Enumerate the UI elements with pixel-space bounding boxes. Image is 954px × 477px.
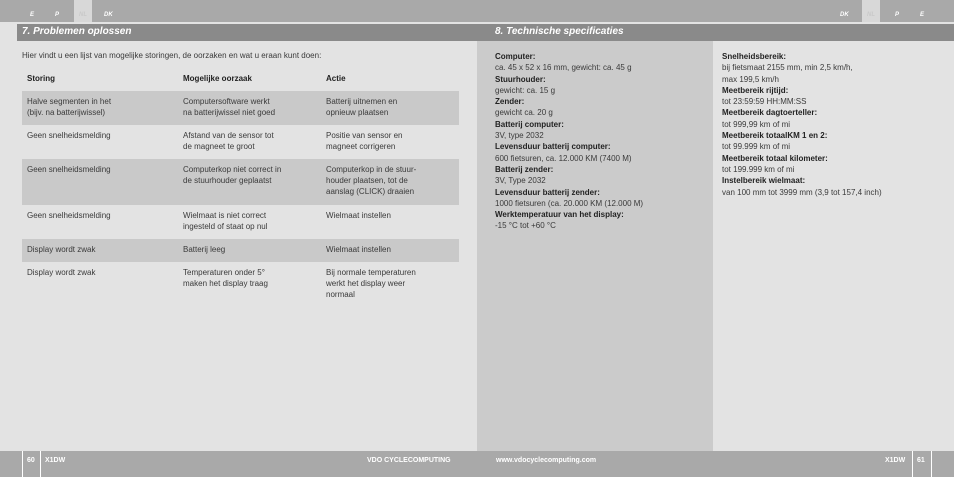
troubleshooting-intro: Hier vindt u een lijst van mogelijke storingen, de oorzaken en wat u eraan kunt doen: [22, 51, 322, 60]
spec-list-column-1 [495, 51, 643, 232]
active-language-marker-left [74, 0, 92, 22]
spec-value: ca. 45 x 52 x 16 mm, gewicht: ca. 45 g [495, 63, 632, 73]
model-name-left: X1DW [45, 457, 66, 464]
lang-tab-e-right: E [920, 12, 925, 18]
table-row [22, 159, 459, 205]
cell-oorzaak: Computerkop niet correct in de stuurhouder geplaatst [183, 165, 282, 185]
footer-divider [912, 451, 913, 477]
cell-actie: Batterij uitnemen en opnieuw plaatsen [326, 97, 398, 117]
column-header-oorzaak: Mogelijke oorzaak [183, 74, 252, 83]
model-name-right: X1DW [885, 457, 906, 464]
cell-actie: Wielmaat instellen [326, 211, 391, 220]
spec-label: Batterij zender: [495, 164, 554, 174]
spec-value: 3V, type 2032 [495, 131, 544, 141]
lang-tab-nl-right: NL [867, 12, 875, 18]
lang-tab-p-right: P [895, 12, 900, 18]
spec-label: Werktemperatuur van het display: [495, 210, 624, 220]
spec-value: gewicht ca. 20 g [495, 108, 553, 118]
table-header-row [22, 68, 459, 91]
cell-oorzaak: Afstand van de sensor tot de magneet te groot [183, 131, 274, 151]
section-title-specifications: 8. Technische specificaties [495, 26, 624, 37]
spec-value: max 199,5 km/h [722, 74, 779, 84]
cell-storing: Display wordt zwak [27, 268, 96, 277]
cell-oorzaak: Computersoftware werkt na batterijwissel niet goed [183, 97, 276, 117]
spec-value: -15 °C tot +60 °C [495, 221, 556, 231]
spec-label: Computer: [495, 52, 536, 61]
cell-storing: Halve segmenten in het (bijv. na batterijwissel) [27, 97, 112, 117]
page-number-right: 61 [917, 457, 925, 464]
spec-value: gewicht: ca. 15 g [495, 85, 556, 95]
spec-label: Snelheidsbereik: [722, 52, 787, 61]
spec-label: Levensduur batterij zender: [495, 187, 600, 197]
spec-label: Meetbereik totaalKM 1 en 2: [722, 131, 828, 141]
lang-tab-p-left: P [55, 12, 60, 18]
column-header-storing: Storing [27, 74, 55, 83]
brand-name: VDO CYCLECOMPUTING [367, 457, 451, 464]
table-row [22, 205, 459, 239]
spec-value: 1000 fietsuren (ca. 20.000 KM (12.000 M) [495, 198, 644, 208]
table-row [22, 125, 459, 159]
section-header-right [477, 24, 954, 41]
spec-value: 3V, Type 2032 [495, 176, 546, 186]
table-row [22, 262, 459, 308]
cell-actie: Wielmaat instellen [326, 245, 391, 254]
spec-label: Levensduur batterij computer: [495, 142, 611, 152]
cell-actie: Bij normale temperaturen werkt het display weer normaal [326, 268, 416, 299]
spec-label: Zender: [495, 97, 525, 107]
cell-oorzaak: Temperaturen onder 5° maken het display traag [183, 268, 268, 288]
spec-value: 600 fietsuren, ca. 12.000 KM (7400 M) [495, 153, 632, 163]
spec-label: Batterij computer: [495, 119, 564, 129]
spec-label: Meetbereik totaal kilometer: [722, 153, 828, 163]
cell-actie: Positie van sensor en magneet corrigeren [326, 131, 403, 151]
troubleshooting-table [22, 68, 459, 308]
table-row [22, 239, 459, 262]
cell-actie: Computerkop in de stuur- houder plaatsen, tot de aanslag (CLICK) draaien [326, 165, 417, 196]
spec-value: van 100 mm tot 3999 mm (3,9 tot 157,4 inch) [722, 187, 882, 197]
table-row [22, 91, 459, 125]
spec-label: Meetbereik dagtoerteller: [722, 108, 818, 118]
section-title-troubleshooting: 7. Problemen oplossen [22, 26, 132, 37]
page-number-left: 60 [27, 457, 35, 464]
lang-tab-dk-right: DK [840, 12, 849, 18]
cell-oorzaak: Wielmaat is niet correct ingesteld of staat op nul [183, 211, 268, 231]
lang-tab-nl-left: NL [79, 12, 87, 18]
website-url: www.vdocyclecomputing.com [496, 457, 597, 464]
spec-value: bij fietsmaat 2155 mm, min 2,5 km/h, [722, 63, 853, 73]
footer-divider [931, 451, 932, 477]
spec-label: Meetbereik rijtijd: [722, 85, 789, 95]
cell-storing: Display wordt zwak [27, 245, 96, 254]
cell-storing: Geen snelheidsmelding [27, 131, 111, 140]
spec-label: Instelbereik wielmaat: [722, 176, 806, 186]
spec-list-column-2 [722, 51, 882, 198]
active-language-marker-right [862, 0, 880, 22]
spec-value: tot 999,99 km of mi [722, 119, 791, 129]
cell-storing: Geen snelheidsmelding [27, 165, 111, 174]
lang-tab-dk-left: DK [104, 12, 113, 18]
spec-label: Stuurhouder: [495, 74, 546, 84]
spec-value: tot 199.999 km of mi [722, 164, 795, 174]
cell-oorzaak: Batterij leeg [183, 245, 226, 254]
spec-value: tot 99.999 km of mi [722, 142, 791, 152]
footer-divider [22, 451, 23, 477]
column-header-actie: Actie [326, 74, 346, 83]
page-footer [0, 451, 954, 477]
lang-tab-e-left: E [30, 12, 35, 18]
spec-value: tot 23:59:59 HH:MM:SS [722, 97, 807, 107]
footer-divider [40, 451, 41, 477]
cell-storing: Geen snelheidsmelding [27, 211, 111, 220]
language-strip [0, 0, 954, 22]
section-header-left [17, 24, 477, 41]
